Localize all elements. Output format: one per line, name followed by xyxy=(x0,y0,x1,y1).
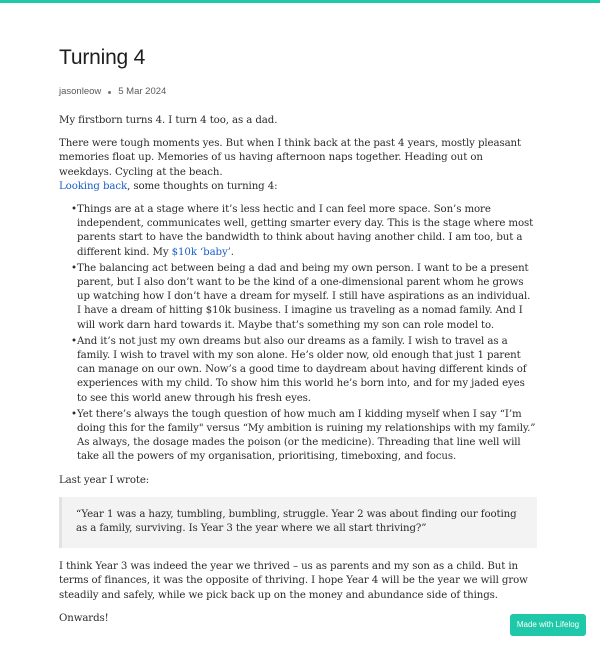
list-item-text: And it’s not just my own dreams but also our dreams as a family. I wish to travel as a family. I wish to travel with my son alone. He’s older now, old enough that just 1 parent can manage on our own. Now’s a good time to daydream about having different kinds of experiences with my child. To show him this world he’s born into, and for my jaded eyes to see this world anew through his fresh eyes. xyxy=(77,335,527,404)
blockquote: “Year 1 was a hazy, tumbling, bumbling, struggle. Year 2 was about finding our footing as a family, surviving. Is Year 3 the year where we all start thriving?” xyxy=(59,497,537,548)
list-item-tail: . xyxy=(230,246,234,258)
paragraph-memories-text: There were tough moments yes. But when I think back at the past 4 years, mostly pleasant memories float up. Memories of us having afternoon naps together. Heading out on weekdays. Cycling at the beach. xyxy=(59,138,522,178)
looking-back-link[interactable]: Looking back xyxy=(59,180,128,192)
bullet-icon: • xyxy=(71,408,77,420)
list-item xyxy=(59,335,537,406)
paragraph-last-year: Last year I wrote: xyxy=(59,474,150,486)
list-item-text: The balancing act between being a dad and being my own person. I want to be a present parent, but I also don’t want to be the kind of a one-dimensional parent whom he grows up watching how I don’t have a dream for myself. I still have aspirations as an individual. I have a dream of hitting $10k business. I imagine us traveling as a nomad family. And I will work darn hard towards it. Maybe that’s something my son can role model to. xyxy=(77,262,531,331)
post-body xyxy=(59,114,537,626)
10k-baby-link[interactable]: $10k ‘baby’ xyxy=(171,246,231,258)
thoughts-list xyxy=(59,203,537,465)
bullet-icon: • xyxy=(71,204,77,216)
post-author[interactable]: jasonleow xyxy=(59,86,102,97)
paragraph-memories xyxy=(59,137,537,194)
list-item xyxy=(59,203,537,260)
bullet-icon: • xyxy=(71,262,77,274)
paragraph-intro: My firstborn turns 4. I turn 4 too, as a dad. xyxy=(59,115,278,126)
list-item xyxy=(59,262,537,333)
post-title: Turning 4 xyxy=(59,46,146,69)
list-item xyxy=(59,408,537,465)
paragraph-memories-tail: , some thoughts on turning 4: xyxy=(127,180,278,192)
list-item-text: Things are at a stage where it’s less hectic and I can feel more space. Son’s more independent, communicates well, getting smarter every day. This is the stage where most parents start to have the bandwidth to think about having another child. I am too, but a different kind. My xyxy=(77,204,534,258)
made-with-lifelog-button[interactable]: Made with Lifelog xyxy=(510,614,586,636)
post-meta xyxy=(59,86,537,98)
paragraph-closing: Onwards! xyxy=(59,612,109,624)
bullet-icon: • xyxy=(71,335,77,347)
paragraph-reflection: I think Year 3 was indeed the year we thrived – us as parents and my son as a child. But in terms of finances, it was the opposite of thriving. I hope Year 4 will be the year we will grow steadily and safely, while we pick back up on the money and abundance side of things. xyxy=(59,561,528,601)
post-container xyxy=(59,44,537,635)
top-accent-bar xyxy=(0,0,600,3)
post-date: 5 Mar 2024 xyxy=(118,86,167,97)
list-item-text: Yet there’s always the tough question of how much am I kidding myself when I say “I’m doing this for the family" versus “My ambition is ruining my relationships with my family.” As always, the dosage mades the poison (or the medicine). Threading that line well will take all the powers of my organisation, prioritising, timeboxing, and focus. xyxy=(77,408,536,463)
meta-separator-dot xyxy=(108,91,111,94)
